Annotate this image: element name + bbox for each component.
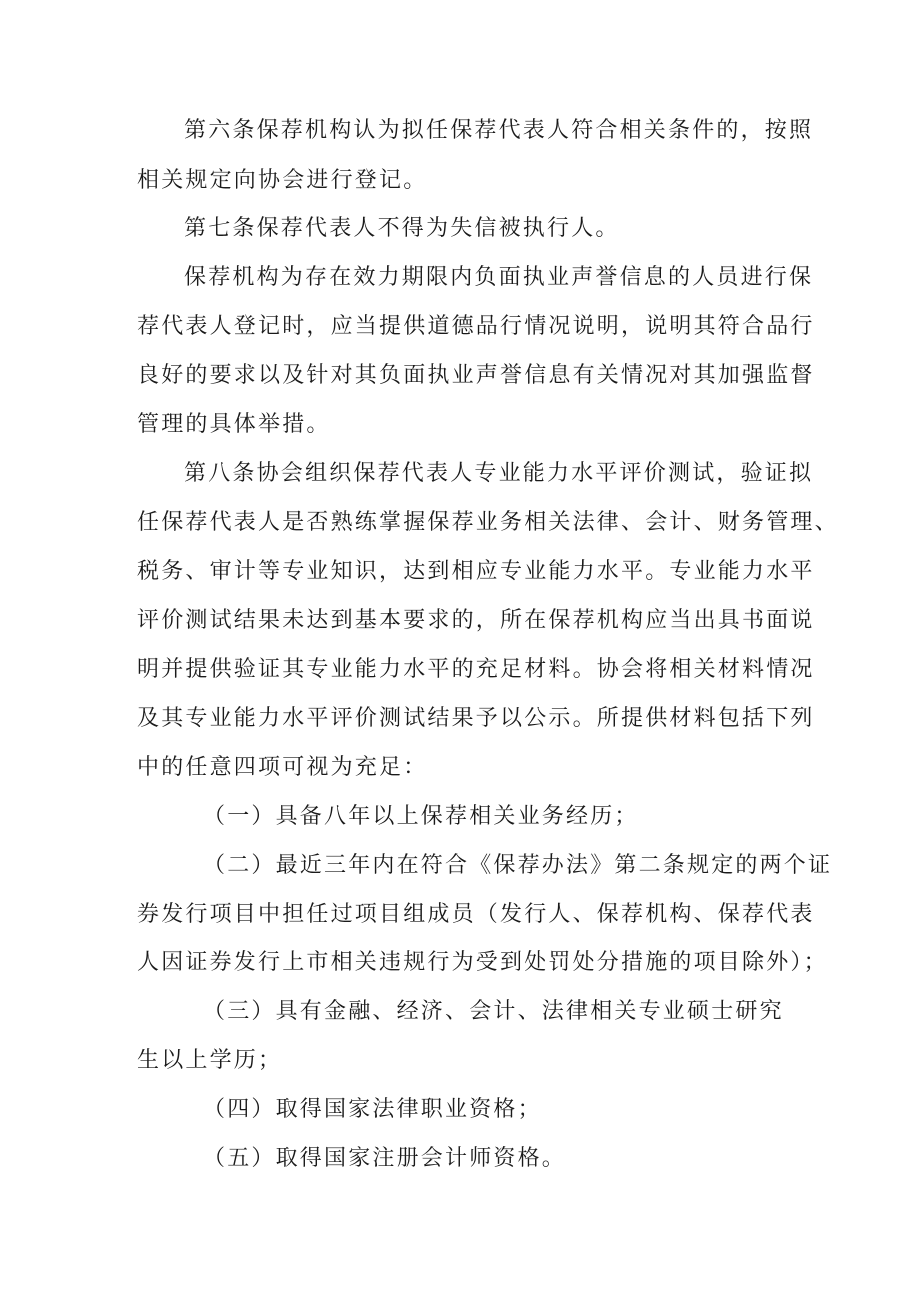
article-7-para-2-line-4: 管理的具体举措。 [137, 412, 331, 437]
article-8-line-4: 评价测试结果未达到基本要求的，所在保荐机构应当出具书面说 [137, 608, 815, 633]
item-1-line-1: （一）具备八年以上保荐相关业务经历； [203, 804, 639, 829]
article-8-line-6: 及其专业能力水平评价测试结果予以公示。所提供材料包括下列 [137, 706, 815, 731]
article-8-line-7: 中的任意四项可视为充足： [137, 755, 428, 780]
item-3-line-2: 生以上学历； [137, 1048, 283, 1073]
article-8-line-1: 第八条协会组织保荐代表人专业能力水平评价测试，验证拟 [184, 461, 814, 486]
article-8-line-3: 税务、审计等专业知识，达到相应专业能力水平。专业能力水平 [137, 559, 815, 584]
item-5-line-1: （五）取得国家注册会计师资格。 [203, 1146, 567, 1171]
item-2-line-2: 券发行项目中担任过项目组成员（发行人、保荐机构、保荐代表 [137, 902, 815, 927]
item-3-line-1: （三）具有金融、经济、会计、法律相关专业硕士研究 [203, 999, 784, 1024]
article-6-line-1: 第六条保荐机构认为拟任保荐代表人符合相关条件的，按照 [184, 118, 814, 143]
article-7-para-2-line-3: 良好的要求以及针对其负面执业声誉信息有关情况对其加强监督 [137, 363, 815, 388]
article-7-para-2-line-1: 保荐机构为存在效力期限内负面执业声誉信息的人员进行保 [184, 265, 814, 290]
item-2-line-1: （二）最近三年内在符合《保荐办法》第二条规定的两个证 [203, 853, 833, 878]
article-6-line-2: 相关规定向协会进行登记。 [137, 168, 428, 193]
item-2-line-3: 人因证券发行上市相关违规行为受到处罚处分措施的项目除外）； [137, 950, 828, 975]
item-4-line-1: （四）取得国家法律职业资格； [203, 1097, 542, 1122]
article-7-para-2-line-2: 荐代表人登记时，应当提供道德品行情况说明，说明其符合品行 [137, 314, 815, 339]
article-8-line-2: 任保荐代表人是否熟练掌握保荐业务相关法律、会计、财务管理、 [137, 510, 839, 535]
article-8-line-5: 明并提供验证其专业能力水平的充足材料。协会将相关材料情况 [137, 657, 815, 682]
article-7-line-1: 第七条保荐代表人不得为失信被执行人。 [184, 216, 620, 241]
